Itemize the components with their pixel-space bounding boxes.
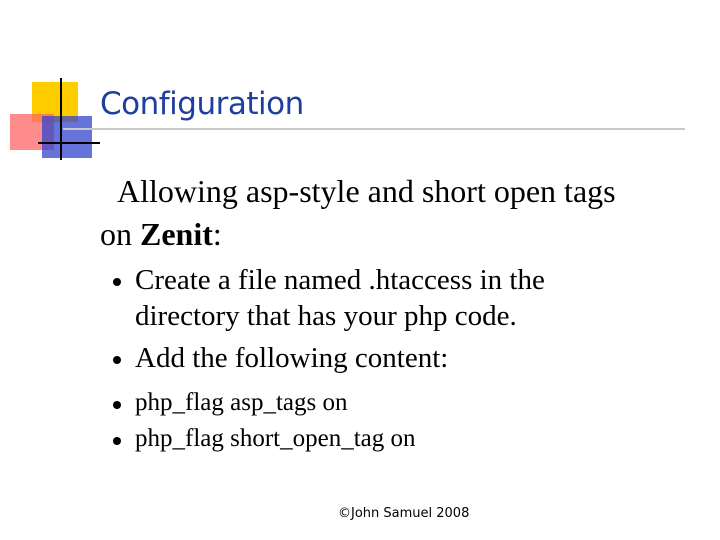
intro-line-2 xyxy=(100,213,700,256)
footer-copyright: ©John Samuel 2008 xyxy=(338,506,470,521)
code-line: php_flag asp_tags on xyxy=(135,389,348,416)
bullet-list xyxy=(113,262,703,454)
code-line: php_flag short_open_tag on xyxy=(135,425,416,452)
bullet-item xyxy=(113,340,703,376)
intro-prefix: on xyxy=(100,216,140,252)
bullet-text-line: Add the following content: xyxy=(135,342,449,374)
bullet-text-line: directory that has your php code. xyxy=(135,300,517,332)
intro-paragraph xyxy=(100,170,700,256)
intro-bold-word: Zenit xyxy=(140,216,213,252)
bullet-dot-icon xyxy=(113,356,121,364)
slide-title: Configuration xyxy=(100,86,304,122)
title-underline-rule xyxy=(63,128,685,130)
bullet-dot-icon xyxy=(113,401,121,409)
slide-template-logo-icon xyxy=(0,0,110,170)
code-bullet-item xyxy=(113,424,703,454)
bullet-text-line: Create a file named .htaccess in the xyxy=(135,264,545,296)
code-bullet-item xyxy=(113,388,703,418)
bullet-dot-icon xyxy=(113,278,121,286)
bullet-dot-icon xyxy=(113,437,121,445)
intro-line-1: Allowing asp-style and short open tags xyxy=(117,173,616,209)
logo-blue-square xyxy=(42,116,92,158)
bullet-item xyxy=(113,262,703,334)
intro-suffix: : xyxy=(212,216,222,252)
